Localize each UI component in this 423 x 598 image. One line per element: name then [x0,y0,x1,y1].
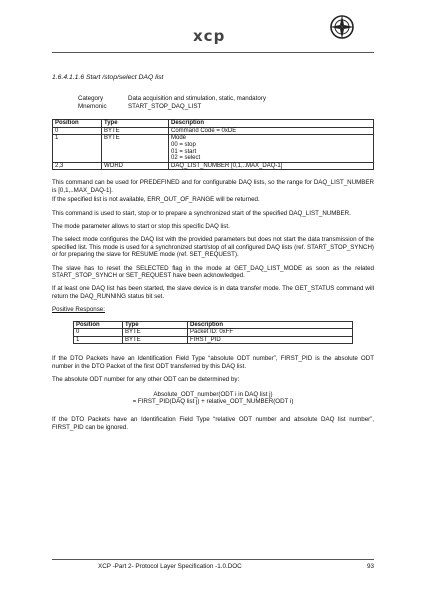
paragraph: If at least one DAQ list has been started, the slave device is in data transfer mode. The GET_STATUS command will return the DAQ_RUNNING status bit set. [52,285,374,300]
cell-type: BYTE [102,127,169,135]
cell-position: 2,3 [53,162,102,170]
formula-line: = FIRST_PID(DAQ list j) + relative_ODT_NUMBER(ODT i) [132,398,294,406]
table-row [53,135,374,162]
paragraph: This command can be used for PREDEFINED and for configurable DAQ lists, so the range for DAQ_LIST_NUMBER is [0,1,..MAX_DAQ-1]. [52,179,374,194]
cell-description: Command Code = 0xDE [169,127,374,135]
odt-formula [52,391,374,406]
table-header-row [74,321,353,329]
table-row [53,127,374,135]
cell-type: BYTE [123,329,188,337]
paragraph: This command is used to start, stop or to prepare a synchronized start of the specified DAQ_LIST_NUMBER. [52,209,351,217]
mnemonic-label: Mnemonic [78,102,107,110]
column-header: Description [169,120,374,128]
table-row [74,336,353,344]
footer-divider [52,559,374,560]
section-heading: 1.6.4.1.1.6 Start /stop/select DAQ list [52,74,164,81]
cell-position: 1 [53,135,102,162]
paragraph: If the DTO Packets have an Identification Field Type “relative ODT number and absolute DAQ list number”, FIRST_PID can be ignored. [52,416,374,431]
paragraph: The absolute ODT number for any other ODT can be determined by: [52,376,240,384]
compass-emblem-icon [329,14,355,40]
paragraph: If the specified list is not available, ERR_OUT_OF_RANGE will be returned. [52,196,260,204]
cell-type: BYTE [123,336,188,344]
positive-response-label: Positive Response: [52,306,105,314]
cell-description: DAQ_LIST_NUMBER [0,1,..MAX_DAQ-1] [169,162,374,170]
mode-line: 02 = select [171,155,201,162]
table-row [53,162,374,170]
cell-position: 0 [53,127,102,135]
cell-type: WORD [102,162,169,170]
mode-line: Mode [171,135,187,142]
command-meta [78,95,374,110]
table-row [74,329,353,337]
category-label: Category [78,95,104,103]
column-header: Description [188,321,353,329]
cell-description [169,135,374,162]
cell-description: Packet ID: 0xFF [188,329,353,337]
page-number: 93 [366,563,374,570]
page-content [52,74,374,437]
cell-type: BYTE [102,135,169,162]
column-header: Type [123,321,188,329]
response-table [73,321,353,345]
cell-position: 0 [74,329,123,337]
category-value: Data acquisition and stimulation, static, mandatory [128,95,266,103]
mode-line: 00 = stop [171,142,196,148]
column-header: Type [102,120,169,128]
cell-position: 1 [74,336,123,344]
paragraph: The mode parameter allows to start or stop this specific DAQ list. [52,223,230,230]
mnemonic-value: START_STOP_DAQ_LIST [128,102,202,110]
cell-description: FIRST_PID [188,336,353,344]
column-header: Position [74,321,123,329]
paragraph: If the DTO Packets have an Identification Field Type “absolute ODT number”, FIRST_PID is the absolute ODT number in the DTO Packet of the first ODT transferred by this DAQ list. [52,355,374,370]
mode-line: 01 = start [171,148,197,155]
header-divider [52,52,374,53]
paragraph: The select mode configures the DAQ list with the provided parameters but does not start the data transmission of the specified list. This mode is used for a synchronized start/stop of all configured DAQ lists (ref. START_STOP_SYNCH) or for preparing the slave for RESUME mode (ref. SET_REQUEST). [52,236,374,259]
command-table [52,119,374,170]
footer-title: XCP -Part 2- Protocol Layer Specification -1.0.DOC [98,563,242,570]
xcp-logo: xcp [193,27,226,45]
paragraph: The slave has to reset the SELECTED flag in the mode at GET_DAQ_LIST_MODE as soon as the related START_STOP_SYNCH or SET_REQUEST have been acknowledged. [52,264,374,280]
column-header: Position [53,120,102,128]
table-header-row [53,120,374,128]
formula-line: Absolute_ODT_number(ODT i in DAQ list j) [153,390,273,398]
